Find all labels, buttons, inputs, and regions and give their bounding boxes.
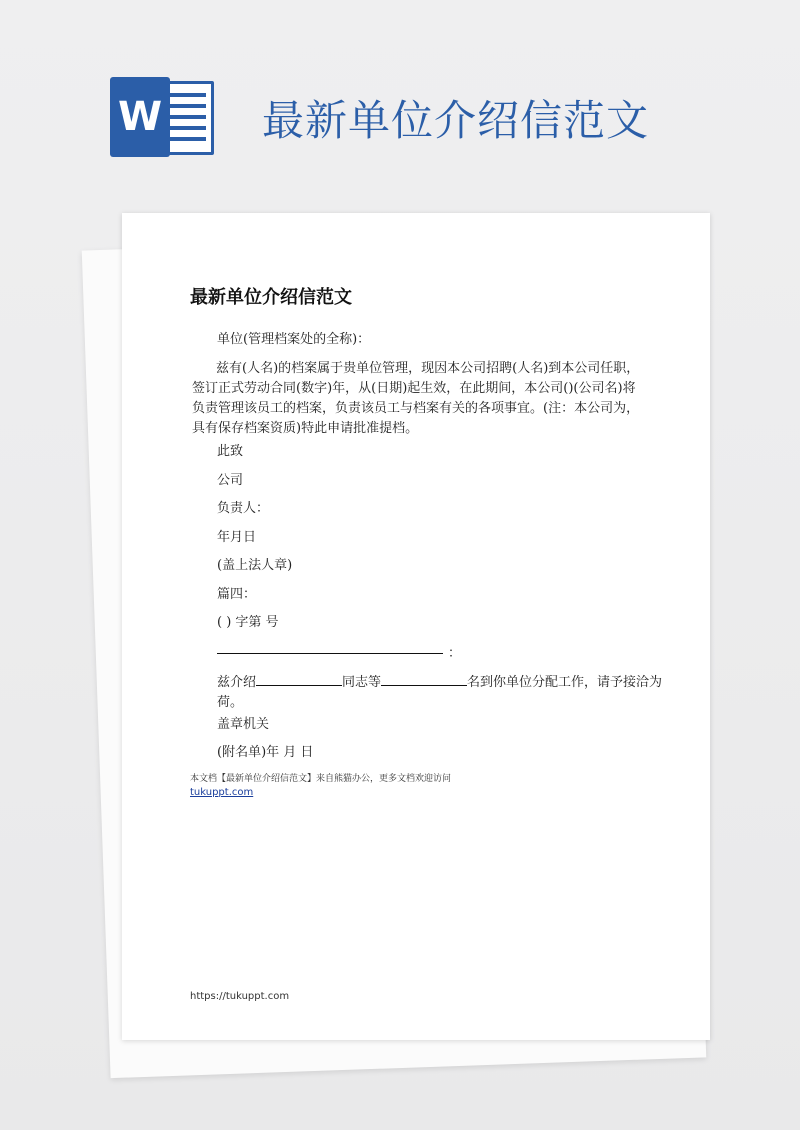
document-page — [122, 213, 710, 1040]
stamp-organization: 盖章机关 — [217, 717, 270, 732]
date-line: 年月日 — [217, 530, 257, 545]
recipient-colon: ： — [448, 646, 462, 661]
source-link[interactable]: tukuppt.com — [190, 787, 254, 798]
intro-text-b: 同志等 — [342, 675, 382, 690]
seal-note: (盖上法人章) — [217, 558, 293, 573]
body-paragraph: 兹有(人名)的档案属于贵单位管理，现因本公司招聘(人名)到本公司任职，签订正式劳动合同(数字)年，从(日期)起生效，在此期间，本公司()(公司名)将负责管理该员工的档案，负责该员工与档案有关的各项事宜。(注：本公司为，具有保存档案资质)特此申请批准提档。 — [192, 361, 640, 436]
salutation: 单位(管理档案处的全称)： — [217, 332, 371, 347]
section-heading: 篇四： — [217, 587, 257, 602]
bottom-url: https://tukuppt.com — [190, 991, 290, 1002]
page-header — [0, 0, 800, 200]
word-icon-letter: W — [110, 77, 170, 157]
document-title: 最新单位介绍信范文 — [190, 287, 352, 308]
closing: 此致 — [217, 444, 244, 459]
responsible-person: 负责人： — [217, 501, 270, 516]
page-title: 最新单位介绍信范文 — [262, 96, 650, 145]
intro-text-c: 名到你单位分配工作，请予接洽为荷。 — [217, 675, 663, 710]
count-blank — [381, 671, 467, 686]
intro-text-a: 兹介绍 — [217, 675, 257, 690]
company-line: 公司 — [217, 473, 244, 488]
word-document-icon — [110, 77, 214, 157]
source-note: 本文档【最新单位介绍信范文】来自熊猫办公，更多文档欢迎访问 — [190, 774, 452, 784]
number-line: ( ) 字第 号 — [217, 615, 279, 630]
attachment-date: (附名单)年 月 日 — [217, 745, 314, 760]
name-blank — [256, 671, 342, 686]
recipient-blank — [217, 653, 443, 654]
introduction-paragraph — [217, 671, 669, 713]
